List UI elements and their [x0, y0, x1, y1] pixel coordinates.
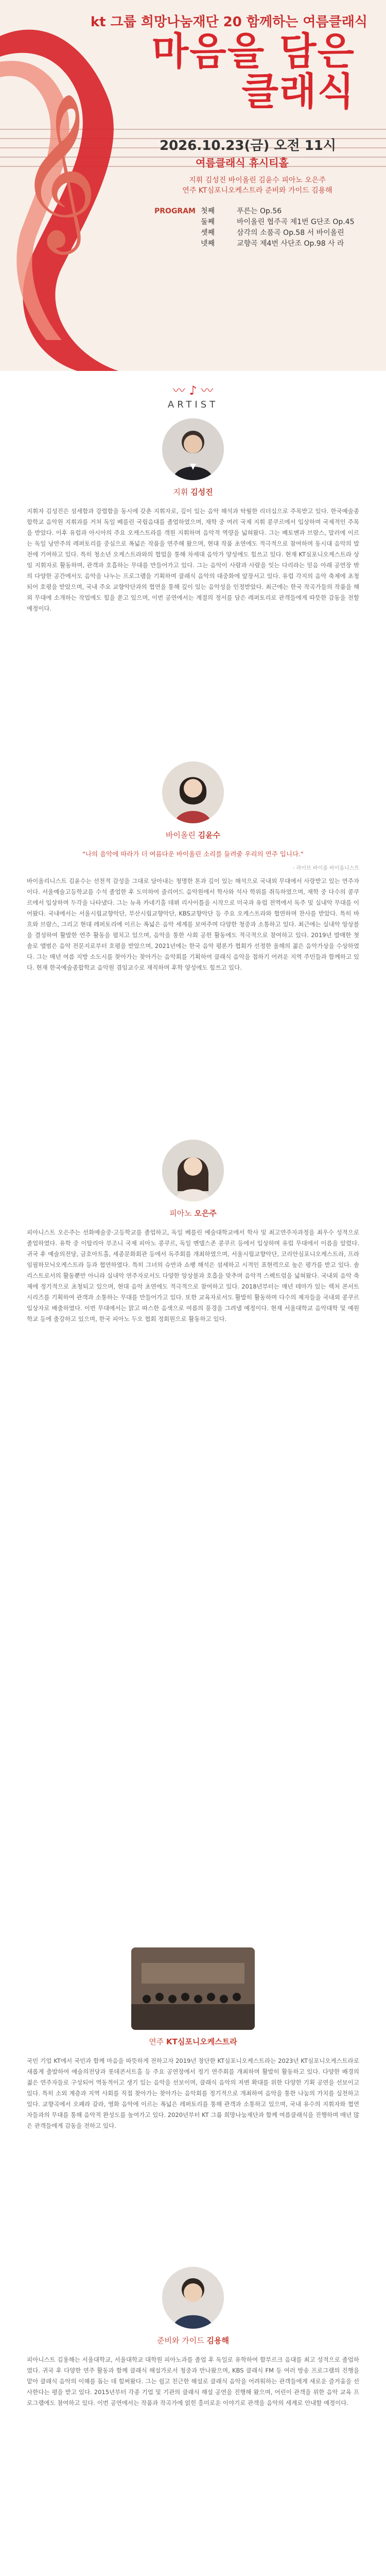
artist-section-title: ARTIST	[167, 399, 219, 410]
violinist-name-line	[0, 829, 386, 840]
artist-section-header	[0, 380, 386, 410]
guide-portrait	[162, 2267, 224, 2329]
sponsor-title: kt 그룹 희망나눔재단 20 함께하는 여름클래식	[90, 14, 367, 30]
orchestra-name-line	[0, 2036, 386, 2047]
violinist-bio: 바이올리니스트 김윤수는 선천적 감성을 그대로 담아내는 청명한 톤과 깊이 있는 해석으로 국내외 무대에서 사랑받고 있는 연주자이다. 서울예술고등학교를 수석 졸업한 후 도미하여 줄리어드 음악원에서 학사와 석사 학위를 취득하였으며, 재학 중 다수의 콩쿠르에서 입상하며 두각을 나타냈다. 그는 뉴욕 카네기홀 데뷔 리사이틀을 시작으로 미국과 유럽 전역에서 독주 및 실내악 무대를 이어왔다. 국내에서는 서울시립교향악단, 부산시립교향악단, KBS교향악단 등 주요 오케스트라와 협연하며 찬사를 받았다. 특히 바흐와 브람스, 그리고 현대 레퍼토리에 이르는 폭넓은 음악 세계를 보여주며 다양한 청중과 소통하고 있다. 최근에는 실내악 앙상블을 결성하여 활발한 연주 활동을 펼치고 있으며, 음악을 통한 사회 공헌 활동에도 적극적으로 참여하고 있다. 2019년 발매한 첫 솔로 앨범은 음악 전문지로부터 호평을 받았으며, 2021년에는 한국 음악 평론가 협회가 선정한 올해의 젊은 음악가상을 수상하였다. 그는 매년 여름 지방 소도시를 찾아가는 찾아가는 음악회를 기획하여 클래식 음악을 접하기 어려운 지역 주민들과 함께하고 있다. 현재 한국예술종합학교 음악원 겸임교수로 재직하며 후학 양성에도 힘쓰고 있다.	[27, 877, 359, 971]
orchestra-bio: 국민 기업 KT에서 국민과 함께 마음을 따뜻하게 전하고자 2019년 창단한 KT심포니오케스트라는 2023년 KT심포니오케스트라로 새롭게 출발하여 예술의전당과 롯데콘서트홀 등 주요 공연장에서 정기 연주회를 개최하며 활발히 활동하고 있다. 다양한 배경의 젊은 연주자들로 구성되어 역동적이고 생기 있는 음악을 선보이며, 클래식 음악의 저변 확대를 위한 다양한 기획 공연을 선보이고 있다. 특히 소외 계층과 지역 사회를 직접 찾아가는 찾아가는 음악회를 정기적으로 개최하여 음악을 통한 나눔의 가치를 실천하고 있다. 교향곡에서 오페라 갈라, 영화 음악에 이르는 폭넓은 레퍼토리를 통해 관객과 소통하고 있으며, 국내 유수의 지휘자와 협연자들과의 무대를 통해 음악적 완성도를 높여가고 있다. 2020년부터 KT 그룹 희망나눔재단과 함께 여름클래식을 진행하며 매년 많은 관객들에게 감동을 전하고 있다.	[27, 2057, 359, 2129]
conductor-portrait	[162, 418, 224, 480]
conductor-name-line	[0, 486, 386, 497]
program-item: 둘째 바이올린 협주곡 제1번 G단조 Op.45	[201, 218, 355, 226]
program-item: 첫째 푸른는 Op.56	[201, 207, 282, 215]
program-list	[201, 206, 365, 249]
artist-name: 김용해	[206, 2336, 229, 2345]
artist-name: 오은주	[194, 1209, 217, 1218]
artist-name: KT심포니오케스트라	[166, 2037, 237, 2046]
music-note-icon: 〰 ♪ 〰	[172, 383, 214, 398]
concert-venue: 여름클래식 휴시티홀	[196, 157, 289, 169]
pianist-portrait	[162, 1140, 224, 1201]
artist-role: 준비와 가이드	[157, 2336, 204, 2345]
artist-role: 피아노	[169, 1209, 192, 1218]
guide-bio: 피아니스트 김용해는 서울대학교, 서울대학교 대학원 피아노과를 졸업 후 독일로 유학하여 함부르크 음대를 최고 성적으로 졸업하였다. 귀국 후 다양한 연주 활동과 함께 클래식 해설가로서 청중과 만나왔으며, KBS 클래식 FM 등 여러 방송 프로그램의 진행을 맡아 클래식 음악의 이해를 돕는 데 힘써왔다. 그는 쉽고 친근한 해설로 클래식 음악을 어려워하는 관객들에게 새로운 즐거움을 선사한다는 평을 받고 있다. 2015년부터 각종 기업 및 기관의 클래식 해설 공연을 진행해 왔으며, 어린이 관객을 위한 음악 교육 프로그램에도 참여하고 있다. 이번 공연에서는 작품과 작곡가에 얽힌 흥미로운 이야기로 관객을 음악의 세계로 안내할 예정이다.	[27, 2356, 359, 2406]
hero-title-line1: 마음을 담은	[151, 29, 355, 74]
hero-poster	[0, 0, 386, 371]
performer-lines	[152, 175, 363, 196]
artist-name: 김성진	[190, 487, 213, 497]
quote-source: - 라이브 바이올 바이올니스트	[292, 866, 359, 871]
guide-name-line	[0, 2335, 386, 2346]
program-item: 넷째 교향곡 제4번 사단조 Op.98 사 라	[201, 240, 344, 248]
pianist-name-line	[0, 1208, 386, 1218]
conductor-bio: 지휘자 김성진은 섬세함과 강렬함을 동시에 갖춘 지휘자로, 깊이 있는 음악 해석과 탁월한 리더십으로 주목받고 있다. 한국예술종합학교 음악원 지휘과를 거쳐 독일 베를린 국립음대를 졸업하였으며, 재학 중 여러 국제 지휘 콩쿠르에서 입상하며 국제적인 주목을 받았다. 이후 유럽과 아시아의 주요 오케스트라를 객원 지휘하며 음악적 역량을 넓혀왔다. 그는 베토벤과 브람스, 말러에 이르는 독일 낭만주의 레퍼토리를 중심으로 폭넓은 작품을 연주해 왔으며, 현대 작품 초연에도 적극적으로 참여하며 동시대 음악의 발전에 기여하고 있다. 특히 청소년 오케스트라와의 협업을 통해 차세대 음악가 양성에도 힘쓰고 있다. 현재 KT심포니오케스트라 상임 지휘자로 활동하며, 관객과 호흡하는 무대를 만들어가고 있다. 그는 음악이 사람과 사람을 잇는 다리라는 믿음 아래 공연장 밖의 다양한 공간에서도 음악을 나누는 프로그램을 기획하며 클래식 음악의 대중화에 앞장서고 있다. 유럽 각지의 음악 축제에 초청되어 호평을 받았으며, 국내 주요 교향악단과의 협연을 통해 깊이 있는 음악성을 인정받았다. 최근에는 한국 작곡가들의 작품을 해외 무대에 소개하는 작업에도 힘을 쏟고 있으며, 이번 공연에서는 계절의 정서를 담은 레퍼토리로 관객들에게 따뜻한 감동을 전할 예정이다.	[27, 507, 359, 612]
artist-name: 김윤수	[198, 831, 221, 840]
program-label: PROGRAM	[154, 207, 196, 215]
concert-date: 2026.10.23(금) 오전 11시	[160, 138, 336, 154]
violinist-portrait	[162, 761, 224, 823]
artist-role: 지휘	[173, 487, 188, 497]
hero-title	[151, 29, 355, 114]
pianist-bio: 피아니스트 오은주는 선화예술중·고등학교를 졸업하고, 독일 베를린 예술대학교에서 학사 및 최고연주자과정을 최우수 성적으로 졸업하였다. 유학 중 이탈리아 부조니 국제 피아노 콩쿠르, 독일 멘델스존 콩쿠르 등에서 입상하며 유럽 무대에서 이름을 알렸다. 귀국 후 예술의전당, 금호아트홀, 세종문화회관 등에서 독주회를 개최하였으며, 서울시립교향악단, 코리안심포니오케스트라, 프라임필하모닉오케스트라 등과 협연하였다. 특히 그녀의 슈만과 쇼팽 해석은 섬세하고 시적인 표현력으로 높은 평가를 받고 있다. 솔리스트로서의 활동뿐만 아니라 실내악 연주자로서도 다양한 앙상블과 호흡을 맞추며 음악적 스펙트럼을 넓혀왔다. 국내외 음악 축제에 정기적으로 초청되고 있으며, 현대 음악 초연에도 적극적으로 참여하고 있다. 2018년부터는 매년 테마가 있는 렉처 콘서트 시리즈를 기획하여 관객과 소통하는 무대를 만들어가고 있다. 또한 교육자로서도 활발히 활동하며 다수의 제자들을 국내외 콩쿠르 입상자로 배출하였다. 이번 무대에서는 맑고 따스한 음색으로 여름의 풍경을 그려낼 예정이다. 현재 서울대학교 음악대학 및 예원학교 등에 출강하고 있으며, 한국 피아노 두오 협회 정회원으로 활동하고 있다.	[27, 1229, 359, 1323]
program-item: 셋째 삼각의 소품곡 Op.58 서 바이올린	[201, 229, 344, 237]
performer-line: 연주 KT심포니오케스트라 준비와 가이드 김용해	[182, 187, 332, 195]
hero-title-line2: 클래식	[241, 69, 355, 114]
performer-line: 지휘 김성진 바이올린 김윤수 피아노 오은주	[189, 176, 326, 184]
orchestra-photo	[131, 1947, 255, 2030]
artist-role: 연주	[149, 2037, 164, 2046]
violinist-quote: "나의 음악에 따라가 더 여름다운 바이올린 소리를 들려줄 우리의 연주 입니다."	[82, 850, 304, 858]
treble-clef-icon: 𝄞	[19, 92, 98, 248]
artist-role: 바이올린	[165, 831, 196, 840]
